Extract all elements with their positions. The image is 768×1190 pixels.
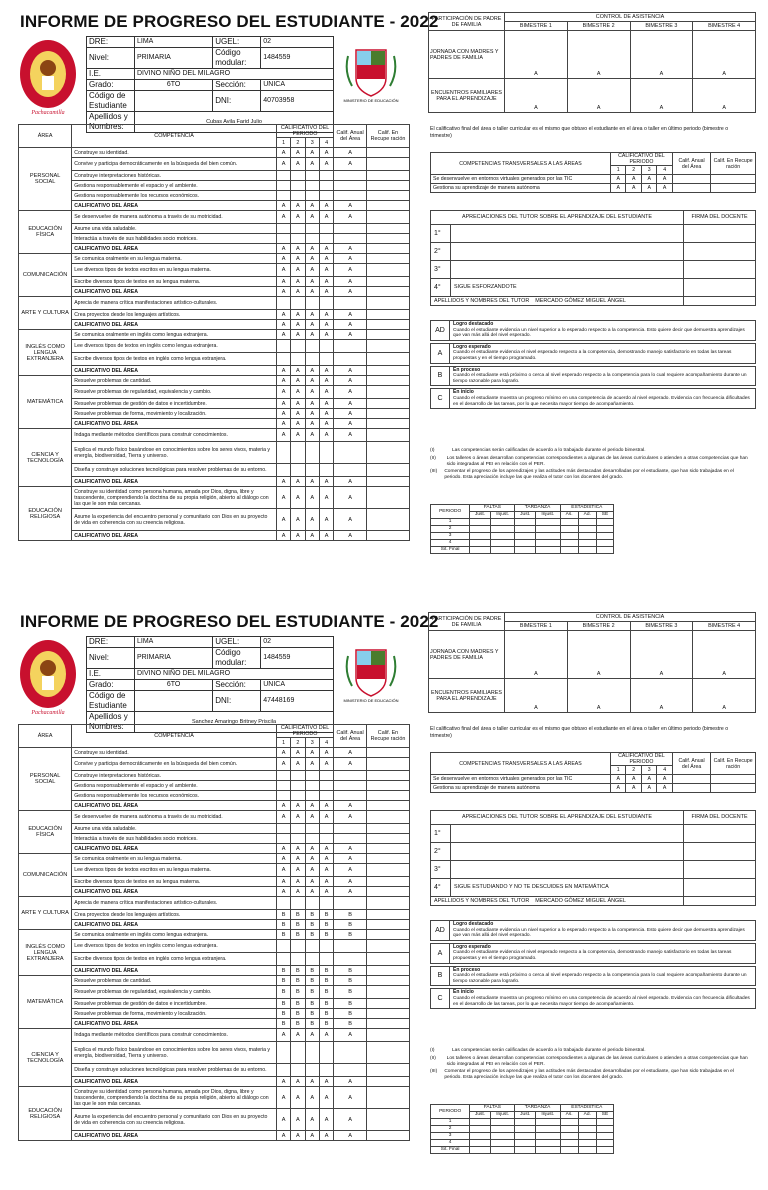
svg-text:MINISTERIO DE EDUCACIÓN: MINISTERIO DE EDUCACIÓN <box>343 98 399 103</box>
table-row: INGLÉS COMO LENGUA EXTRANJERA Se comunica oralmente en inglés como lengua extranjera. B B B B B <box>19 930 410 940</box>
table-row: Asume la experiencia del encuentro personal y comunitario con Dios en su proyecto de vida en coherencia con su creencia religiosa. A A A A A <box>19 509 410 531</box>
table-row: Explica el mundo físico basándose en conocimientos sobre los seres vivos, materia y energía, biodiversidad, Tierra y universo. <box>19 1042 410 1064</box>
table-row: CALIFICATIVO DEL ÁREA A A A A A <box>19 1077 410 1087</box>
final-grade-note: El calificativo final del área o taller curricular es el mismo que obtuvo el estudiante en el área o taller en último periodo (bimestre o trimestre) <box>430 726 729 739</box>
legend-item: A Logro esperado Cuando el estudiante evidencia el nivel esperado respecto a la competencia, demostrando manejo satisfactorio en todas las tareas propuestas y en el tiempo programado. <box>430 343 756 364</box>
grades-table: ÁREA COMPETENCIA CALIFICATIVO DEL PERIODO Calif. Anual del Área Calif. En Recupe ración 1 2 3 4 PERSONAL SOCIAL Construye su identidad. A A A A A Convive y participa democráticamente en la búsqueda del bien común. A A A A A Construye interpretaciones históricas. Gestiona responsablemente el espacio y el ambiente. Gestiona responsablemente los recursos económicos. CALIFICATIVO DEL ÁREA A A A A A EDUCACIÓN FÍSICA Se desenvuelve de manera autónoma a través de su motricidad. A A A A A Asume una vida saludable. Interactúa a través de sus habilidades socio motrices. CALIFICATIVO DEL ÁREA A A A A A COMUNICACIÓN Se comunica oralmente en su lengua materna. A A A A A Lee diversos tipos de textos escritos en su lengua materna. A A A A A Escribe diversos tipos de textos en su lengua materna. A A A A A CALIFICATIVO DEL ÁREA A A A A A ARTE Y CULTURA Aprecia de manera crítica manifestaciones artístico-culturales. Crea proyectos desde los lenguajes artísticos. B B B B B CALIFICATIVO DEL ÁREA B B B B B INGLÉS COMO LENGUA EXTRANJERA Se comunica oralmente en inglés como lengua extranjera. B B B B B Lee diversos tipos de textos en inglés como lengua extranjera. Escribe diversos tipos de textos en inglés como lengua extranjera. CALIFICATIVO DEL ÁREA B B B B B MATEMÁTICA Resuelve problemas de cantidad. B B B B B Resuelve problemas de regularidad, equivalencia y cambio. B B B B B Resuelve problemas de gestión de datos e incertidumbre. B B B B B Resuelve problemas de forma, movimiento y localización. B B B B B CALIFICATIVO DEL ÁREA B B B B B CIENCIA Y TECNOLOGÍA Indaga mediante métodos científicos para construir conocimientos. A A A A A Explica el mundo físico basándose en conocimientos sobre los seres vivos, materia y energía, biodiversidad, Tierra y universo. Diseña y construye soluciones tecnológicas para resolver problemas de su entorno. CALIFICATIVO DEL ÁREA A A A A A EDUCACIÓN RELIGIOSA Construye su identidad como persona humana, amada por Dios, digna, libre y trascendente, comprendiendo la doctrina de su propia religión, abierto al diálogo con las que le son más cercanas. A A A A A Asume la experiencia del encuentro personal y comunitario con Dios en su proyecto de vida en coherencia con su creencia religiosa. A A A A A CALIFICATIVO DEL ÁREA A A A A A <box>18 724 410 1141</box>
table-row: CALIFICATIVO DEL ÁREA A A A A A <box>19 419 410 429</box>
table-row: Crea proyectos desde los lenguajes artísticos. A A A A A <box>19 310 410 320</box>
report-title: INFORME DE PROGRESO DEL ESTUDIANTE - 2022 <box>20 612 439 631</box>
absences-table: PERIODO FALTAS TARDANZA ESTADISTICA Just. Injust. Just. Injust. As. Ad. SE 1 2 3 4 Sit. Final <box>430 1104 614 1154</box>
table-row: Construye interpretaciones históricas. <box>19 771 410 781</box>
svg-text:MINISTERIO DE EDUCACIÓN: MINISTERIO DE EDUCACIÓN <box>343 698 399 703</box>
table-row: Escribe diversos tipos de textos en su lengua materna. A A A A A <box>19 877 410 887</box>
table-row: EDUCACIÓN FÍSICA Se desenvuelve de manera autónoma a través de su motricidad. A A A A A <box>19 211 410 224</box>
attendance-table: PARTICIPACIÓN DE PADRE DE FAMILIA CONTROL DE ASISTENCIA BIMESTRE 1 BIMESTRE 2 BIMESTRE 3 BIMESTRE 4 JORNADA CON MADRES Y PADRES DE FAMILIA A A A A ENCUENTROS FAMILIARES PARA EL APRENDIZAJE A A A A <box>428 12 756 113</box>
table-row: Crea proyectos desde los lenguajes artísticos. B B B B B <box>19 910 410 920</box>
progress-report <box>0 600 768 1190</box>
table-row: Lee diversos tipos de textos escritos en su lengua materna. A A A A A <box>19 864 410 877</box>
attendance-table: PARTICIPACIÓN DE PADRE DE FAMILIA CONTROL DE ASISTENCIA BIMESTRE 1 BIMESTRE 2 BIMESTRE 3 BIMESTRE 4 JORNADA CON MADRES Y PADRES DE FAMILIA A A A A ENCUENTROS FAMILIARES PARA EL APRENDIZAJE A A A A <box>428 612 756 713</box>
legend-item: AD Logro destacado Cuando el estudiante evidencia un nivel superior a lo esperado respecto a la competencia. Esto quiere decir que demuestra aprendizajes que van más allá del nivel esperado. <box>430 920 756 941</box>
ministry-emblem-icon <box>340 42 402 104</box>
student-info-table: DRE: LIMA UGEL: 02 Nivel: PRIMARIA Código modular: 1484559 I.E. DIVINO NIÑO DEL MILAGRO Grado: 6TO Sección: UNICA Código de Estudiante DNI: 40703958 Apellidos y Nombres: Cubas Avila Farid Julio <box>86 36 334 133</box>
table-row: COMUNICACIÓN Se comunica oralmente en su lengua materna. A A A A A <box>19 254 410 264</box>
ministry-emblem-icon <box>340 642 402 704</box>
school-logo <box>18 38 78 116</box>
table-row: Explica el mundo físico basándose en conocimientos sobre los seres vivos, materia y energía, biodiversidad, Tierra y universo. <box>19 442 410 464</box>
table-row: Convive y participa democráticamente en la búsqueda del bien común. A A A A A <box>19 158 410 171</box>
table-row: Lee diversos tipos de textos en inglés como lengua extranjera. <box>19 340 410 353</box>
table-row: EDUCACIÓN RELIGIOSA Construye su identidad como persona humana, amada por Dios, digna, libre y trascendente, comprendiendo la doctrina de su propia religión, abierto al diálogo con las que le son más cercanas. A A A A A <box>19 1087 410 1109</box>
grading-legend <box>430 920 756 1011</box>
table-row: CALIFICATIVO DEL ÁREA A A A A A <box>19 287 410 297</box>
table-row: Lee diversos tipos de textos en inglés como lengua extranjera. <box>19 940 410 953</box>
table-row: Asume una vida saludable. <box>19 224 410 234</box>
table-row: Gestiona responsablemente el espacio y el ambiente. <box>19 781 410 791</box>
table-row: ARTE Y CULTURA Aprecia de manera crítica manifestaciones artístico-culturales. <box>19 297 410 310</box>
transversal-table: COMPETENCIAS TRANSVERSALES A LAS ÁREAS CALIFICATIVO DEL PERIODO Calif. Anual del Área Calif. En Recupe ración 1 2 3 4 Se desenvuelve en entornos virtuales generados por las TIC A A A A Gestiona su aprendizaje de manera autónoma A A A A <box>430 752 756 793</box>
table-row: Convive y participa democráticamente en la búsqueda del bien común. A A A A A <box>19 758 410 771</box>
table-row: PERSONAL SOCIAL Construye su identidad. A A A A A <box>19 748 410 758</box>
table-row: Resuelve problemas de regularidad, equivalencia y cambio. B B B B B <box>19 986 410 999</box>
table-row: Gestiona responsablemente los recursos económicos. <box>19 791 410 801</box>
legend-item: C En inicio Cuando el estudiante muestra un progreso mínimo en una competencia de acuerdo al nivel esperado. Evidencia con frecuencia dificultades en el desarrollo de las tareas, por lo que necesita mayor tiempo de acompañamiento. <box>430 988 756 1009</box>
progress-report <box>0 0 768 590</box>
table-row: EDUCACIÓN FÍSICA Se desenvuelve de manera autónoma a través de su motricidad. A A A A A <box>19 811 410 824</box>
table-row: Escribe diversos tipos de textos en inglés como lengua extranjera. <box>19 353 410 366</box>
table-row: Resuelve problemas de forma, movimiento y localización. B B B B B <box>19 1009 410 1019</box>
table-row: CALIFICATIVO DEL ÁREA B B B B B <box>19 966 410 976</box>
table-row: PERSONAL SOCIAL Construye su identidad. A A A A A <box>19 148 410 158</box>
table-row: CALIFICATIVO DEL ÁREA A A A A A <box>19 844 410 854</box>
table-row: Interactúa a través de sus habilidades socio motrices. <box>19 234 410 244</box>
table-row: INGLÉS COMO LENGUA EXTRANJERA Se comunica oralmente en inglés como lengua extranjera. A A A A A <box>19 330 410 340</box>
table-row: CALIFICATIVO DEL ÁREA A A A A A <box>19 887 410 897</box>
table-row: CALIFICATIVO DEL ÁREA A A A A A <box>19 320 410 330</box>
table-row: Asume una vida saludable. <box>19 824 410 834</box>
footnotes: (I) Las competencias serán calificadas de acuerdo a lo trabajado durante el periodo bimestral. (II) Los talleres o áreas desarrollan competencias correspondientes a algunas de las áreas curriculares o atienden a otras competencias que han sido integradas al PEI en relación con el PER. (III) Comentar el progreso de los aprendizajes y las actitudes más destacadas desarrolladas por el estudiante, que han sido trabajadas en el periodo. Esta apreciación incluye las que realiza el tutor con los docentes del grado. <box>430 1048 748 1081</box>
table-row: Interactúa a través de sus habilidades socio motrices. <box>19 834 410 844</box>
table-row: CALIFICATIVO DEL ÁREA A A A A A <box>19 801 410 811</box>
table-row: COMUNICACIÓN Se comunica oralmente en su lengua materna. A A A A A <box>19 854 410 864</box>
table-row: Resuelve problemas de forma, movimiento y localización. A A A A A <box>19 409 410 419</box>
grading-legend <box>430 320 756 411</box>
school-logo <box>18 638 78 716</box>
table-row: Diseña y construye soluciones tecnológicas para resolver problemas de su entorno. <box>19 464 410 477</box>
grades-table: ÁREA COMPETENCIA CALIFICATIVO DEL PERIODO Calif. Anual del Área Calif. En Recupe ración 1 2 3 4 PERSONAL SOCIAL Construye su identidad. A A A A A Convive y participa democráticamente en la búsqueda del bien común. A A A A A Construye interpretaciones históricas. Gestiona responsablemente el espacio y el ambiente. Gestiona responsablemente los recursos económicos. CALIFICATIVO DEL ÁREA A A A A A EDUCACIÓN FÍSICA Se desenvuelve de manera autónoma a través de su motricidad. A A A A A Asume una vida saludable. Interactúa a través de sus habilidades socio motrices. CALIFICATIVO DEL ÁREA A A A A A COMUNICACIÓN Se comunica oralmente en su lengua materna. A A A A A Lee diversos tipos de textos escritos en su lengua materna. A A A A A Escribe diversos tipos de textos en su lengua materna. A A A A A CALIFICATIVO DEL ÁREA A A A A A ARTE Y CULTURA Aprecia de manera crítica manifestaciones artístico-culturales. Crea proyectos desde los lenguajes artísticos. A A A A A CALIFICATIVO DEL ÁREA A A A A A INGLÉS COMO LENGUA EXTRANJERA Se comunica oralmente en inglés como lengua extranjera. A A A A A Lee diversos tipos de textos en inglés como lengua extranjera. Escribe diversos tipos de textos en inglés como lengua extranjera. CALIFICATIVO DEL ÁREA A A A A A MATEMÁTICA Resuelve problemas de cantidad. A A A A A Resuelve problemas de regularidad, equivalencia y cambio. A A A A A Resuelve problemas de gestión de datos e incertidumbre. A A A A A Resuelve problemas de forma, movimiento y localización. A A A A A CALIFICATIVO DEL ÁREA A A A A A CIENCIA Y TECNOLOGÍA Indaga mediante métodos científicos para construir conocimientos. A A A A A Explica el mundo físico basándose en conocimientos sobre los seres vivos, materia y energía, biodiversidad, Tierra y universo. Diseña y construye soluciones tecnológicas para resolver problemas de su entorno. CALIFICATIVO DEL ÁREA A A A A A EDUCACIÓN RELIGIOSA Construye su identidad como persona humana, amada por Dios, digna, libre y trascendente, comprendiendo la doctrina de su propia religión, abierto al diálogo con las que le son más cercanas. A A A A A Asume la experiencia del encuentro personal y comunitario con Dios en su proyecto de vida en coherencia con su creencia religiosa. A A A A A CALIFICATIVO DEL ÁREA A A A A A <box>18 124 410 541</box>
table-row: CALIFICATIVO DEL ÁREA A A A A A <box>19 201 410 211</box>
table-row: Construye interpretaciones históricas. <box>19 171 410 181</box>
table-row: EDUCACIÓN RELIGIOSA Construye su identidad como persona humana, amada por Dios, digna, libre y trascendente, comprendiendo la doctrina de su propia religión, abierto al diálogo con las que le son más cercanas. A A A A A <box>19 487 410 509</box>
table-row: Gestiona responsablemente los recursos económicos. <box>19 191 410 201</box>
legend-item: A Logro esperado Cuando el estudiante evidencia el nivel esperado respecto a la competencia, demostrando manejo satisfactorio en todas las tareas propuestas y en el tiempo programado. <box>430 943 756 964</box>
tutor-table: APRECIACIONES DEL TUTOR SOBRE EL APRENDIZAJE DEL ESTUDIANTE FIRMA DEL DOCENTE 1° 2° 3° 4° SIGUE ESFORZANDOTE APELLIDOS Y NOMBRES DEL TUTOR MERCADO GÓMEZ MIGUEL ÁNGEL <box>430 210 756 306</box>
final-grade-note: El calificativo final del área o taller curricular es el mismo que obtuvo el estudiante en el área o taller en último periodo (bimestre o trimestre) <box>430 126 729 139</box>
table-row: Escribe diversos tipos de textos en su lengua materna. A A A A A <box>19 277 410 287</box>
report-title: INFORME DE PROGRESO DEL ESTUDIANTE - 2022 <box>20 12 439 31</box>
table-row: CALIFICATIVO DEL ÁREA A A A A A <box>19 531 410 541</box>
table-row: Asume la experiencia del encuentro personal y comunitario con Dios en su proyecto de vida en coherencia con su creencia religiosa. A A A A A <box>19 1109 410 1131</box>
table-row: CALIFICATIVO DEL ÁREA A A A A A <box>19 366 410 376</box>
transversal-table: COMPETENCIAS TRANSVERSALES A LAS ÁREAS CALIFICATIVO DEL PERIODO Calif. Anual del Área Calif. En Recupe ración 1 2 3 4 Se desenvuelve en entornos virtuales generados por las TIC A A A A Gestiona su aprendizaje de manera autónoma A A A A <box>430 152 756 193</box>
table-row: CALIFICATIVO DEL ÁREA A A A A A <box>19 244 410 254</box>
table-row: MATEMÁTICA Resuelve problemas de cantidad. B B B B B <box>19 976 410 986</box>
table-row: CALIFICATIVO DEL ÁREA A A A A A <box>19 1131 410 1141</box>
student-info-table: DRE: LIMA UGEL: 02 Nivel: PRIMARIA Código modular: 1484559 I.E. DIVINO NIÑO DEL MILAGRO Grado: 6TO Sección: UNICA Código de Estudiante DNI: 47448169 Apellidos y Nombres: Sanchez Amaringo Britney Priscila <box>86 636 334 733</box>
table-row: CALIFICATIVO DEL ÁREA B B B B B <box>19 1019 410 1029</box>
legend-item: B En proceso Cuando el estudiante está próximo o cerca al nivel esperado respecto a la competencia para lo cual requiere acompañamiento durante un tiempo razonable para lograrlo. <box>430 366 756 387</box>
legend-item: C En inicio Cuando el estudiante muestra un progreso mínimo en una competencia de acuerdo al nivel esperado. Evidencia con frecuencia dificultades en el desarrollo de las tareas, por lo que necesita mayor tiempo de acompañamiento. <box>430 388 756 409</box>
legend-item: B En proceso Cuando el estudiante está próximo o cerca al nivel esperado respecto a la competencia para lo cual requiere acompañamiento durante un tiempo razonable para lograrlo. <box>430 966 756 987</box>
table-row: ARTE Y CULTURA Aprecia de manera crítica manifestaciones artístico-culturales. <box>19 897 410 910</box>
table-row: Diseña y construye soluciones tecnológicas para resolver problemas de su entorno. <box>19 1064 410 1077</box>
tutor-table: APRECIACIONES DEL TUTOR SOBRE EL APRENDIZAJE DEL ESTUDIANTE FIRMA DEL DOCENTE 1° 2° 3° 4° SIGUE ESTUDIANDO Y NO TE DESCUIDES EN MATEMÁTICA APELLIDOS Y NOMBRES DEL TUTOR MERCADO GÓMEZ MIGUEL ÁNGEL <box>430 810 756 906</box>
absences-table: PERIODO FALTAS TARDANZA ESTADISTICA Just. Injust. Just. Injust. As. Ad. SE 1 2 3 4 Sit. Final <box>430 504 614 554</box>
legend-item: AD Logro destacado Cuando el estudiante evidencia un nivel superior a lo esperado respecto a la competencia. Esto quiere decir que demuestra aprendizajes que van más allá del nivel esperado. <box>430 320 756 341</box>
svg-text:Pachacamilla: Pachacamilla <box>31 110 65 116</box>
table-row: Gestiona responsablemente el espacio y el ambiente. <box>19 181 410 191</box>
footnotes: (I) Las competencias serán calificadas de acuerdo a lo trabajado durante el periodo bimestral. (II) Los talleres o áreas desarrollan competencias correspondientes a algunas de las áreas curriculares o atienden a otras competencias que han sido integradas al PEI en relación con el PER. (III) Comentar el progreso de los aprendizajes y las actitudes más destacadas desarrolladas por el estudiante, que han sido trabajadas en el periodo. Esta apreciación incluye las que realiza el tutor con los docentes del grado. <box>430 448 748 481</box>
table-row: CALIFICATIVO DEL ÁREA B B B B B <box>19 920 410 930</box>
table-row: CIENCIA Y TECNOLOGÍA Indaga mediante métodos científicos para construir conocimientos. A A A A A <box>19 429 410 442</box>
table-row: CALIFICATIVO DEL ÁREA A A A A A <box>19 477 410 487</box>
table-row: MATEMÁTICA Resuelve problemas de cantidad. A A A A A <box>19 376 410 386</box>
table-row: Resuelve problemas de gestión de datos e incertidumbre. A A A A A <box>19 399 410 409</box>
table-row: Resuelve problemas de gestión de datos e incertidumbre. B B B B B <box>19 999 410 1009</box>
svg-text:Pachacamilla: Pachacamilla <box>31 710 65 716</box>
table-row: Resuelve problemas de regularidad, equivalencia y cambio. A A A A A <box>19 386 410 399</box>
table-row: Lee diversos tipos de textos escritos en su lengua materna. A A A A A <box>19 264 410 277</box>
table-row: Escribe diversos tipos de textos en inglés como lengua extranjera. <box>19 953 410 966</box>
table-row: CIENCIA Y TECNOLOGÍA Indaga mediante métodos científicos para construir conocimientos. A A A A A <box>19 1029 410 1042</box>
